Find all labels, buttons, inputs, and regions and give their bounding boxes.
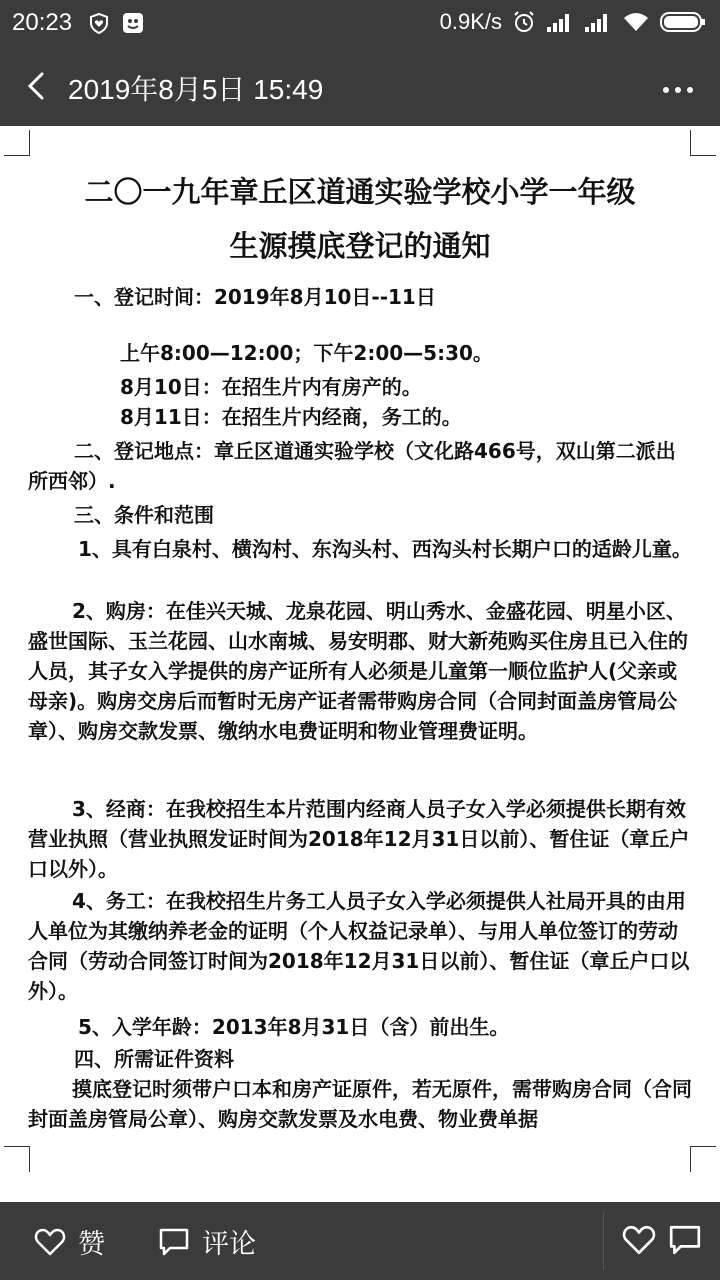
like-shortcut-button[interactable]: [622, 1224, 656, 1260]
back-button[interactable]: [18, 66, 58, 106]
chevron-left-icon: [18, 66, 58, 106]
signal-icon: [584, 11, 612, 33]
paragraph-condition-2: 2、购房：在佳兴天城、龙泉花园、明山秀水、金盛花园、明星小区、盛世国际、玉兰花园、山水南城、易安明郡、财大新苑购买住房且已入住的人员，其子女入学提供的房产证所有人必须是儿童第一顺位监护人(父亲或母亲)。购房交房后而暂时无房产证者需带购房合同（合同封面盖房管局公章）、购房交款发票、缴纳水电费证明和物业管理费证明。: [28, 599, 688, 743]
crop-mark: [690, 130, 716, 156]
paragraph-documents: 摸底登记时须带户口本和房产证原件，若无原件，需带购房合同（合同封面盖房管局公章）、购房交款发票及水电费、物业费单据: [28, 1077, 692, 1131]
status-time: 20:23: [12, 9, 73, 36]
signal-icon: [546, 11, 574, 33]
comment-label: 评论: [202, 1229, 256, 1260]
crop-mark: [690, 1146, 716, 1172]
document-title-line1: 二〇一九年章丘区道通实验学校小学一年级: [84, 175, 636, 209]
status-bar: [0, 0, 720, 48]
app-header: [0, 48, 720, 126]
like-button[interactable]: [34, 1222, 105, 1261]
comment-button[interactable]: [158, 1222, 256, 1261]
comment-shortcut-button[interactable]: [668, 1224, 702, 1260]
document-title-line2: 生源摸底登记的通知: [229, 229, 491, 263]
paragraph-condition-4: 4、务工：在我校招生片务工人员子女入学必须提供人社局开具的由用人单位为其缴纳养老金的证明（个人权益记录单）、与用人单位签订的劳动合同（劳动合同签订时间为2018年12月31日以前）、暂住证（章丘户口以外）。: [28, 889, 690, 1003]
heart-icon: [34, 1227, 66, 1257]
more-dots-icon: [658, 70, 698, 110]
comment-icon: [158, 1227, 190, 1257]
paragraph-location: 二、登记地点：章丘区道通实验学校（文化路466号，双山第二派出所西邻）.: [28, 439, 676, 493]
paragraph-condition-1: 1、具有白泉村、横沟村、东沟头村、西沟头村长期户口的适龄儿童。: [78, 537, 692, 561]
page-title: 2019年8月5日 15:49: [68, 74, 324, 105]
paragraph-hours: 上午8:00—12:00；下午2:00—5:30。: [120, 341, 493, 365]
paragraph-documents-heading: 四、所需证件资料: [74, 1047, 234, 1071]
document-page[interactable]: [0, 126, 720, 1202]
status-right-group: [440, 9, 706, 35]
status-left-icons: [88, 12, 144, 34]
paragraph-aug10: 8月10日：在招生片内有房产的。: [120, 375, 422, 399]
like-label: 赞: [78, 1229, 105, 1260]
paragraph-condition-3: 3、经商：在我校招生本片范围内经商人员子女入学必须提供长期有效营业执照（营业执照发证时间为2018年12月31日以前）、暂住证（章丘户口以外）。: [28, 797, 690, 881]
crop-mark: [4, 130, 30, 156]
wifi-icon: [622, 11, 650, 33]
heart-icon: [622, 1224, 656, 1256]
app-notification-icon: [122, 12, 144, 34]
paragraph-condition-5: 5、入学年龄：2013年8月31日（含）前出生。: [78, 1015, 510, 1039]
paragraph-conditions-heading: 三、条件和范围: [74, 503, 214, 527]
alarm-icon: [512, 10, 536, 34]
paragraph-registration-time: 一、登记时间：2019年8月10日--11日: [74, 285, 436, 309]
net-speed: 0.9K/s: [439, 9, 502, 34]
paragraph-aug11: 8月11日：在招生片内经商，务工的。: [120, 405, 462, 429]
crop-mark: [4, 1146, 30, 1172]
comment-icon: [668, 1224, 702, 1256]
divider: [603, 1212, 604, 1270]
bottom-action-bar: [0, 1202, 720, 1280]
battery-icon: [660, 11, 706, 33]
more-button[interactable]: [658, 70, 698, 110]
shield-heart-icon: [88, 12, 110, 34]
